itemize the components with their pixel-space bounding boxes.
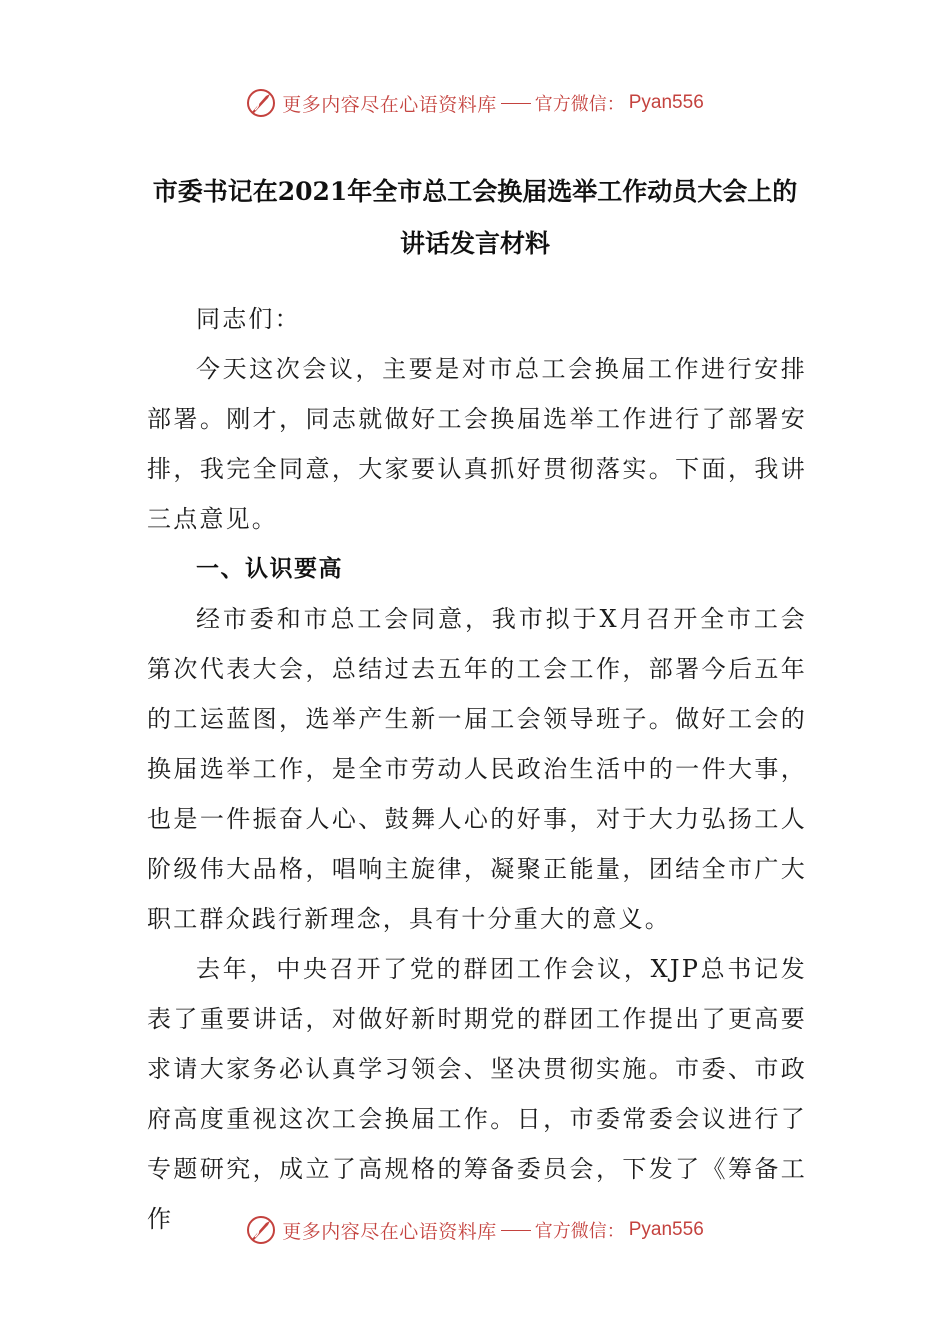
paragraph: 今天这次会议，主要是对市总工会换届工作进行安排部署。刚才，同志就做好工会换届选举工作进行了部署安排，我完全同意，大家要认真抓好贯彻落实。下面，我讲三点意见。 [147, 355, 807, 533]
salutation: 同志们： [196, 305, 301, 333]
document-title-line1: 市委书记在2021年全市总工会换届选举工作动员大会上的 [152, 177, 798, 206]
document-body [147, 294, 807, 1244]
section-heading: 一、认识要高 [196, 556, 343, 582]
banner-wechat-id: Pyan556 [628, 1219, 704, 1240]
watermark-banner-top [0, 83, 950, 123]
quill-pen-icon [246, 88, 276, 118]
banner-wechat-label: 官方微信： [534, 94, 625, 115]
banner-wechat-id: Pyan556 [628, 92, 704, 113]
banner-separator [501, 103, 531, 104]
banner-text: 更多内容尽在心语资料库 [282, 93, 497, 116]
banner-wechat-label: 官方微信： [534, 1221, 625, 1242]
banner-text: 更多内容尽在心语资料库 [282, 1220, 497, 1243]
paragraph: 去年，中央召开了党的群团工作会议，XJP总书记发表了重要讲话，对做好新时期党的群团工作提出了更高要求请大家务必认真学习领会、坚决贯彻实施。市委、市政府高度重视这次工会换届工作。日，市委常委会议进行了专题研究，成立了高规格的筹备委员会，下发了《筹备工作 [147, 955, 807, 1233]
watermark-banner-bottom [0, 1210, 950, 1250]
document-title-line2: 讲话发言材料 [399, 229, 550, 258]
paragraph: 经市委和市总工会同意，我市拟于X月召开全市工会第次代表大会，总结过去五年的工会工作，部署今后五年的工运蓝图，选举产生新一届工会领导班子。做好工会的换届选举工作，是全市劳动人民政治生活中的一件大事，也是一件振奋人心、鼓舞人心的好事，对于大力弘扬工人阶级伟大品格，唱响主旋律，凝聚正能量，团结全市广大职工群众践行新理念，具有十分重大的意义。 [147, 605, 807, 933]
banner-separator [501, 1230, 531, 1231]
quill-pen-icon [246, 1215, 276, 1245]
